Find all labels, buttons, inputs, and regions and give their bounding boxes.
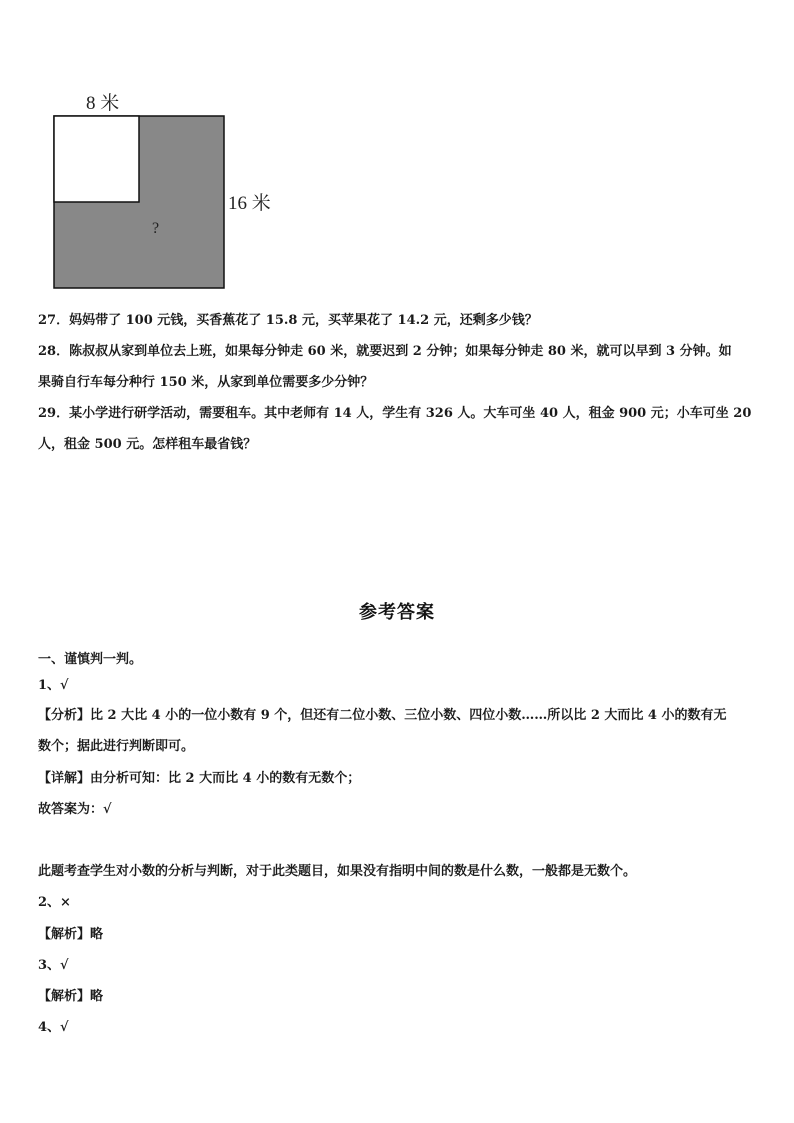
answer-1-analysis-line-1: 【分析】比 2 大比 4 小的一位小数有 9 个，但还有二位小数、三位小数、四位小数……所以比 2 大而比 4 小的数有无 [38, 708, 727, 723]
answer-1-conclusion: 故答案为：√ [38, 802, 112, 817]
answer-1: 1、√ [38, 678, 69, 693]
answer-1-comment: 此题考查学生对小数的分析与判断，对于此类题目，如果没有指明中间的数是什么数，一般都是无数个。 [38, 864, 637, 879]
inner-blank-square [54, 116, 139, 202]
area-figure [40, 86, 300, 296]
top-length-label: 8 米 [86, 93, 120, 114]
answer-1-analysis-line-2: 数个；据此进行判断即可。 [38, 739, 195, 754]
question-29-line-2: 人，租金 500 元。怎样租车最省钱？ [38, 437, 257, 452]
answer-3-analysis: 【解析】略 [38, 989, 104, 1004]
answer-4: 4、√ [38, 1020, 69, 1035]
question-29-line-1: 29．某小学进行研学活动，需要租车。其中老师有 14 人，学生有 326 人。大车可坐 40 人，租金 900 元；小车可坐 20 [38, 406, 752, 421]
answer-1-detail: 【详解】由分析可知：比 2 大而比 4 小的数有无数个； [38, 771, 361, 786]
shaded-area-question: ? [152, 220, 160, 237]
question-27: 27．妈妈带了 100 元钱，买香蕉花了 15.8 元，买苹果花了 14.2 元，还剩多少钱？ [38, 313, 538, 328]
answer-2-analysis: 【解析】略 [38, 927, 104, 942]
question-28-line-2: 果骑自行车每分种行 150 米，从家到单位需要多少分钟？ [38, 375, 374, 390]
answer-3: 3、√ [38, 958, 69, 973]
side-length-label: 16 米 [228, 193, 271, 214]
answer-2: 2、× [38, 895, 71, 910]
question-28-line-1: 28．陈叔叔从家到单位去上班，如果每分钟走 60 米，就要迟到 2 分钟；如果每分钟走 80 米，就可以早到 3 分钟。如 [38, 344, 732, 359]
answer-key-title: 参考答案 [359, 602, 435, 623]
answer-section-heading: 一、谨慎判一判。 [38, 652, 143, 667]
